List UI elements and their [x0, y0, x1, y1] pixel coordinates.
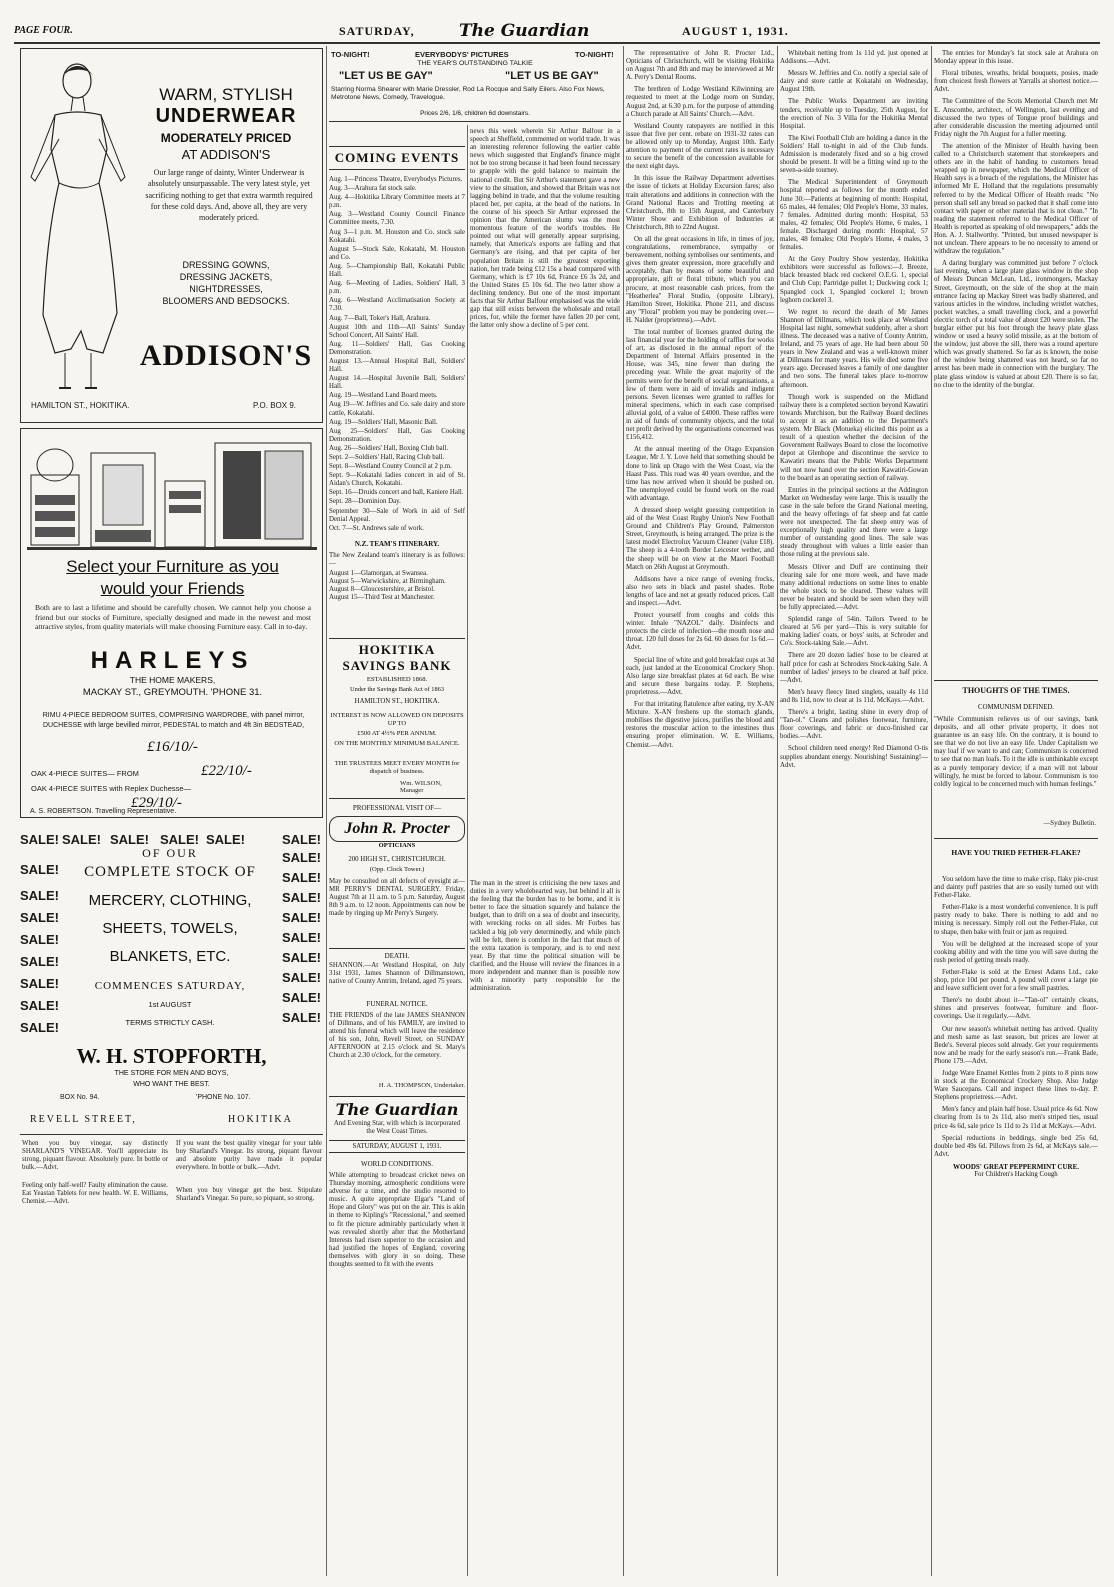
lady-illustration: [25, 53, 133, 398]
guardian-name: The Guardian: [335, 1100, 459, 1119]
sale-word: SALE!: [282, 832, 321, 847]
coming-event-item: Aug. 19—Westland Land Board meets.: [329, 392, 438, 400]
divider: [20, 1134, 323, 1135]
savings-bank-interest-1: INTEREST IS NOW ALLOWED ON DEPOSITS UP TO: [330, 712, 464, 727]
col5-paragraph: Though work is suspended on the Midland railway there is a completed section beyond Kawatiri towards Murchison, but the Railway Board declines to accept it as an addition to the Department's system. Mr Black (Motueka) elicited this point as a result of a question whether the decision of the Government Railways Board to close the locomotive depot at Glenhope and discontinue the service to Kawatiri means that the Public Works Department will not now hand over the section Kawatiri-Gowan to the board as an operating section of railway.: [780, 393, 928, 482]
stopforth-name: W. H. STOPFORTH,: [76, 1044, 267, 1068]
team-itinerary-body: The New Zealand team's itinerary is as follows:—: [329, 552, 465, 568]
sale-word: SALE!: [20, 832, 59, 847]
col5-paragraph: There's a bright, lasting shine in every drop of "Tan-ol." Cleans and polishes footwear, furniture, floor coverings, and fabric or duco-finished car bodies.—Advt.: [780, 709, 928, 741]
furniture-illustration: [27, 435, 317, 553]
col6-paragraph: Men's fancy and plain half hose. Usual price 4s 6d. Now clearing from 1s to 2s 11d, also men's striped ties, usual price 4s 6d, sale price 1s 11d to 2s 11d at McKays.—Advt.: [934, 1106, 1098, 1130]
coming-event-item: Sept. 8—Westland County Council at 2 p.m.: [329, 463, 452, 471]
col6-paragraph: You seldom have the time to make crisp, flaky pie-crust and dainty puff pastries that are so easily turned out with Fether-Flake.: [934, 876, 1098, 900]
divider: [934, 838, 1098, 839]
coming-event-item: Aug. 19—Soldiers' Hall, Masonic Ball.: [329, 418, 438, 426]
addisons-item: BLOOMERS AND BEDSOCKS.: [162, 296, 290, 306]
coming-event-item: August 13.—Annual Hospital Ball, Soldiers' Hall.: [329, 357, 465, 374]
pictures-cast: Starring Norma Shearer with Marie Dressler, Rod La Rocque and Sally Eilers. Also Fox News, Metrotone News, Comedy, Travelogue.: [331, 86, 605, 102]
harleys-oak-2: OAK 4-PIECE SUITES with Replex Duchesse—: [31, 784, 192, 793]
coming-event-item: Aug 25—Soldiers' Hall, Gas Cooking Demonstration.: [329, 427, 465, 443]
col3-story-a: news this week wherein Sir Arthur Balfour in a speech at Sheffield, commented on world trade. It was an interesting reference following the earlier cable news which suggested that England's finance might not be too strong because it had been found necessary to grapple with the gold balance to maintain the national credit. But Sir Arthur's statement gave a new view to the situation, and showed that Britain was not lagging behind in trade, and that the volume resulting placed her, per capita, at the head of the nations. In the course of his speech Sir Arthur expressed the opinion that the American slump was the most momentous feature of the world's troubles. He pointed out what will generally appear surprising, namely, that America's exports are falling and that Germany's are rising, and that per capita of her population Britain is still the greatest exporting nation, her trade being £12 15s a head compared with Germany, which is £7 10s 6d, France £6 3s 2d, and the United States £5 10s 6d. The two latter show a declining tendency. But one of the most important facts that Sir Arthur Balfour emphasised was the wide gap that still exists between the wholesale and retail prices, for, while the former have fallen 20 per cent, the latter only show a decline of 5 per cent.: [470, 128, 620, 330]
sale-word: SALE!: [282, 930, 321, 945]
pictures-title-left: "LET US BE GAY": [339, 70, 433, 82]
col-divider-1: [326, 46, 327, 1576]
col-divider-3: [623, 46, 624, 1576]
harleys-rimu: RIMU 4-PIECE BEDROOM SUITES, COMPRISING WARDROBE, with panel mirror, DUCHESSE with large bevilled mirror, PEDESTAL to match and 4ft 3in BEDSTEAD,: [42, 712, 305, 729]
masthead-rule: [14, 42, 1100, 44]
sale-word: SALE!: [110, 832, 149, 847]
col6-paragraph: A daring burglary was committed just before 7 o'clock last evening, when a large plate glass window in the shop of Messrs Duncan McLean, Ltd., ironmongers, Mackay Street, Greymouth, on the side of the shop at the main entrance facing up Mackay Street was badly shattered, and various articles in the window, including wristlet watches, pocket watches, a small travelling clock, and a powerful electric torch of a total value of about £20 were stolen. The burglar either put his foot through the heavy plate glass window or used a heavy solid missile, as at the bottom of the window, just above the sill, there was a round aperture which was greatly shattered. So far as is known, the noise of the window being shattered was not heard, so far no arrest has been made in connection with the burglary. The plate glass window is valued at about £20. There is so far, no clue to the identity of the burglar.: [934, 260, 1098, 389]
pictures-advert: [329, 50, 621, 122]
harleys-sub-1: THE HOME MAKERS,: [129, 675, 216, 685]
col6-paragraph: Our new season's whitebait netting has arrived. Quality and mesh same as last season, but prices are lower at Bede's. Several pieces sold already. Get your requirements now and be ready for the early season's run.—Frank Bade, Phone 179.—Advt.: [934, 1025, 1098, 1065]
addisons-heading-2: UNDERWEAR: [155, 105, 297, 127]
pictures-title-right: "LET US BE GAY": [505, 70, 599, 82]
coming-event-item: Aug. 6—Meeting of Ladies, Soldiers' Hall, 3 p.m.: [329, 280, 465, 296]
procter-body: May be consulted on all defects of eyesight at—MR PERRY'S DENTAL SURGERY. Friday, August 7th at 11 a.m. to 5 p.m. Saturday, August 8th 9 a.m. to 12 noon. Appointments can now be made by ringing up Mr Perry's Surgery.: [329, 878, 465, 918]
coming-event-item: Sept. 2—Soldiers' Hall, Racing Club ball.: [329, 454, 445, 461]
col4-paragraph: At the annual meeting of the Otago Expansion League, Mr J. Y. Love held that something should be done to link up Otago with the West Coast, via the Haast Pass. This road was 40 years overdue, and the time has now arrived when it should be pushed on. The unemployed could be found work on the road with advantage.: [626, 446, 774, 502]
col6-bottom: [934, 876, 1098, 1562]
team-fixture-item: August 1—Glamorgan, at Swansea.: [329, 570, 428, 577]
sale-word: SALE!: [282, 890, 321, 905]
harleys-name: HARLEYS: [90, 647, 255, 674]
pictures-name: EVERYBODYS' PICTURES: [415, 50, 509, 59]
savings-bank-name-1: HOKITIKA: [358, 642, 436, 657]
team-fixture-item: August 8—Gloucestershire, at Bristol.: [329, 586, 435, 594]
peppermint-heading: WOODS' GREAT PEPPERMINT CURE.: [952, 1162, 1079, 1171]
sale-word: SALE!: [282, 1010, 321, 1025]
death-heading: DEATH.: [384, 952, 410, 960]
sale-word: SALE!: [62, 832, 101, 847]
addisons-street: HAMILTON ST., HOKITIKA.: [31, 401, 130, 410]
col4-paragraph: The total number of licenses granted during the last financial year for the holding of raffles for works of art, as disclosed in the annual report of the Department of Internal Affairs presented in the House, was 345, nine fewer than during the preceding year. While the great majority of the permits were for the benefit of social organisations, a few of them were in aid of invalids and indigent persons. Seven licenses were granted to raffles for mineral specimens, which in each case comprised alluvial gold, of a value of £4000. These raffles were in aid of funds of community objects, and the total net profit derived by the organisations concerned was £156,412.: [626, 329, 774, 442]
stopforth-town: HOKITIKA: [228, 1114, 293, 1125]
procter-opticians: OPTICIANS: [378, 842, 416, 849]
coming-events-heading: COMING EVENTS: [329, 146, 465, 170]
procter-opp: (Opp. Clock Tower.): [369, 866, 425, 873]
death-body: SHANNON.—At Westland Hospital, on July 31st 1931, James Shannon of Dillmanstown, native of County Antrim, Ireland, aged 75 years.: [329, 962, 465, 986]
coming-event-item: Aug. 11—Soldiers' Hall, Gas Cooking Demonstration.: [329, 340, 465, 356]
stopforth-line-7: TERMS STRICTLY CASH.: [125, 1018, 215, 1027]
savings-bank-name-2: SAVINGS BANK: [342, 658, 452, 673]
funeral-body: THE FRIENDS of the late JAMES SHANNON of Dillmans, and of his FAMILY, are invited to attend his funeral which will leave the residence of his son, John, Revell Street, on SUNDAY AFTERNOON at 2.15 o'clock and St. Mary's Church at 2.30 o'clock, for the cemetery.: [329, 1012, 465, 1060]
world-conditions-heading: WORLD CONDITIONS.: [361, 1160, 433, 1168]
yeastan-ad: Feeling only half-well? Faulty elimination the cause. Eat Yeastan Tablets for new health. W. E. Williams, Chemist.—Advt.: [22, 1182, 168, 1206]
coming-event-item: Aug. 7—Ball, Toker's Hall, Arahura.: [329, 314, 431, 322]
pictures-prices: Prices 2/6, 1/6, children 6d downstairs.: [420, 110, 530, 117]
stopforth-phone: 'PHONE No. 107.: [196, 1094, 251, 1101]
sale-word: SALE!: [20, 976, 59, 991]
coming-event-item: August 14.—Hospital Juvenile Ball, Soldiers' Hall.: [329, 375, 465, 391]
divider: [329, 638, 465, 639]
peppermint-tagline: For Children's Hacking Cough: [974, 1171, 1058, 1178]
harleys-rep: A. S. ROBERTSON. Travelling Representative.: [30, 808, 177, 815]
col6-paragraph: Fether-Flake is sold at the Ernest Adams Ltd., cake shop, price 10d per pound. A pound will cover a large pie and leave sufficient over for a few small pastries.: [934, 968, 1098, 993]
col4-paragraph: For that irritating flatulence after eating, try X-AN Mixture. X-AN freshens up the stomach glands, mobilises the digestive juices, purifies the blood and restores the muscular action to the intestines thus ensuring proper elimination. W. E. Williams, Chemist.—Advt.: [626, 701, 774, 749]
addisons-item: DRESSING GOWNS,: [182, 260, 270, 270]
col6-paragraph: Floral tributes, wreaths, bridal bouquets, posies, made from choicest fresh flowers at Yarralls at shortest notice.—Advt.: [934, 70, 1098, 94]
col-divider-2: [467, 125, 468, 1576]
team-fixture-item: August 5—Warwickshire, at Birmingham.: [329, 578, 446, 586]
col3-story-b: The man in the street is criticising the new taxes and duties in a very wholehearted way, but behind it all is the feeling that the burden has to be borne, and it is better to face the situation squarely and balance the budget, than to drift on a sea of doubt and insecurity, with wrecking rocks on all sides. Mr Forbes has tackled a big job very determinedly, and while pinch will be felt, there is comfort in the fact that much of the extra taxation is temporary, and is to end next year. By that time the political situation will be clarified, and the House will review the finances in a more independent and manner than is possible now with a minority party responsible for the administration.: [470, 880, 620, 993]
col5-paragraph: Messrs Oliver and Duff are continuing their clearing sale for one more week, and have made many additional reductions on some lines to enable the whole stock to be cleared. These values will never be beaten and should be seen when they will be fully appreciated.—Advt.: [780, 563, 928, 611]
sale-word: SALE!: [282, 950, 321, 965]
savings-bank-act: Under the Savings Bank Act of 1863: [349, 686, 445, 693]
col6-paragraph: The Committee of the Scots Memorial Church met Mr E. Anscombe, architect, of Wellington, last evening and discussed the two types of Tongue proof buildings and after considerable discussion the meeting adjourned until Friday night the 7th August for a fuller meeting.: [934, 98, 1098, 138]
col5-story: [780, 50, 928, 1576]
funeral-heading: FUNERAL NOTICE.: [366, 1000, 428, 1008]
stopforth-line-5: COMMENCES SATURDAY,: [94, 980, 246, 992]
sale-word: SALE!: [282, 910, 321, 925]
coming-event-item: Aug 3—1 p.m. M. Houston and Co. stock sale Kokatahi.: [329, 228, 465, 244]
col6-paragraph: Judge Ware Enamel Kettles from 2 pints to 8 pints now in stock at the Economical Crockery Shop. Also Judge Ware Saucepans. Call and inspect these lines to-day. P. Stephens proprietress.—Advt.: [934, 1069, 1098, 1102]
coming-event-item: Aug. 6—Westland Acclimatisation Society at 7.30.: [329, 297, 465, 313]
coming-event-item: Aug 19—W. Jeffries and Co. sale dairy and store cattle, Kokatahi.: [329, 401, 465, 417]
vinegar-ad-1: When you buy vinegar, say distinctly SHARLAND'S VINEGAR. You'll appreciate its strong, piquant flavour. Absolutely pure. In bottle or bulk.—Advt.: [22, 1140, 168, 1172]
col5-paragraph: School children need energy! Red Diamond O-tis supplies abundant energy. Nourishing! Sustaining!—Advt.: [780, 745, 928, 769]
col5-paragraph: At the Grey Poultry Show yesterday, Hokitika exhibitors were successful as follows:—J. Breeze, black breasted black red cockerel O.E.G. 1, special and Club Cup; Partridge pullet 1; Duckwing cock 1; Spangled cock 1, Spangled cockerel 1; brown leghorn cockerel 3.: [780, 256, 928, 304]
divider: [329, 798, 465, 799]
stopforth-line-4: BLANKETS, ETC.: [109, 948, 231, 965]
addisons-advert: [20, 48, 323, 423]
col6-paragraph: The attention of the Minister of Health having been called to a Christchurch statement that storekeepers and others are in the habit of handing to customers bread wrapped up in newspaper, which the Medical Officer of Health says is a breach of the regulations, the Minister has informed Mr E. Holland that the regulations presumably referred to by the Medical Officer of Health reads: "No person shall sell any bread so packed that it shall come into contact with paper or other material that is not clean." "In reading the statement referred to the Medical Officer of Health is reported as speaking of old newspapers," adds the Hon. A. J. Stallworthy. "Printed, but unused newspaper is not unclean. There appears to be no necessity to amend or withdraw the regulation.": [934, 142, 1098, 256]
fetherflake-heading: HAVE YOU TRIED FETHER-FLAKE?: [951, 848, 1081, 857]
savings-bank-trustees: THE TRUSTEES MEET EVERY MONTH for dispatch of business.: [334, 760, 460, 775]
col6-paragraph: The entries for Monday's fat stock sale at Arahura on Monday appear in this issue.: [934, 50, 1098, 66]
sale-word: SALE!: [20, 932, 59, 947]
sale-word: SALE!: [20, 910, 59, 925]
page-number: PAGE FOUR.: [14, 25, 73, 36]
savings-bank-address: HAMILTON ST., HOKITIKA.: [354, 698, 440, 705]
pictures-tonight-left: TO-NIGHT!: [331, 50, 370, 59]
stopforth-line-1: COMPLETE STOCK OF: [84, 864, 256, 880]
harleys-price-2: £22/10/-: [201, 763, 252, 779]
coming-event-item: Sept. 9—Kokatahi ladies concert in aid of St. Aidan's Church, Kokatahi.: [329, 472, 465, 488]
world-conditions-body: While attempting to broadcast cricket news on Thursday morning, atmospheric conditions were adverse for a time, and the studio resorted to music. A quite appropriate Elgar's "Land of Hope and Glory" was put on the air. This is akin in theme to Kipling's "Recessional," and seemed to fit the picture admirably particularly when it was revealed shortly after that the Motherland Interests had risen superior to the occasion and had justified the hopes of England, covering themselves with glory in so doing. These thoughts seemed to fit with the events: [329, 1172, 465, 1269]
addisons-item: NIGHTDRESSES,: [189, 284, 263, 294]
sale-word: SALE!: [160, 832, 199, 847]
coming-event-item: Sept. 28—Dominion Day.: [329, 498, 401, 506]
col4-paragraph: Protect yourself from coughs and colds this winter. Inhale "NAZOL" daily. Disinfects and protects the circle of infection—the mouth nose and throat. 120 full doses for 2s 6d. 60 doses for 1s 6d.—Advt.: [626, 612, 774, 652]
coming-event-item: Oct. 7—St. Andrews sale of work.: [329, 524, 424, 532]
harleys-headline-2: would your Friends: [100, 579, 245, 598]
masthead-date: AUGUST 1, 1931.: [682, 24, 789, 38]
harleys-body: Both are to last a lifetime and should be carefully chosen. We cannot help you choose a friend but our stocks of Furniture, specially designed and made in the newest and most attractive styles, from quality materials will make choosing Furniture easy. Call in to-day.: [35, 603, 311, 632]
col5-paragraph: The Medical Superintendent of Greymouth hospital reported as follows for the month ended June 30:—Patients at beginning of month: Hospital, 65 males, 44 females; Old People's Home, 33 males, 7 females. Admitted during month: Hospital, 53 males, 42 females; Old People's Home, 6 males, 1 female. Discharged during month: Hospital, 57 males, 48 females; Old People's Home, 4 males, 3 females.: [780, 179, 928, 252]
sale-word: SALE!: [282, 970, 321, 985]
stopforth-street: REVELL STREET,: [30, 1114, 137, 1125]
col6-paragraph: Fether-Flake is a most wonderful convenience. It is puff pastry ready to bake. There is nothing to add and no mixing is necessary. Simply roll out the Fether-Flake, cut to shape, then bake with fruit or jam as required.: [934, 904, 1098, 936]
addisons-body: Our large range of dainty, Winter Underwear is absolutely unsurpassable. The very latest style, yet sacrificing nothing to get that extra warmth required for these cold days. And, above all, they are very moderately priced.: [145, 168, 313, 223]
savings-bank-manager: Wm. WILSON, Manager: [400, 780, 442, 794]
coming-event-item: Aug. 3—Westland County Council Finance Committee meets, 7.30.: [329, 211, 465, 227]
masthead-title: The Guardian: [459, 21, 590, 41]
sale-word: SALE!: [20, 998, 59, 1013]
stopforth-line-2: MERCERY, CLOTHING,: [88, 892, 252, 909]
col5-paragraph: Messrs W. Jeffries and Co. notify a special sale of dairy and store cattle at Kokatahi on Wednesday, August 19th.: [780, 70, 928, 94]
coming-event-item: September 30—Sale of Work in aid of Self Denial Appeal.: [329, 507, 465, 523]
addisons-items: [133, 259, 319, 307]
harleys-sub-2: MACKAY ST., GREYMOUTH. 'PHONE 31.: [82, 687, 263, 698]
harleys-advert: [20, 428, 323, 818]
harleys-oak-1: OAK 4-PIECE SUITES— FROM: [31, 769, 139, 778]
coming-event-item: Aug. 3—Arahura fat stock sale.: [329, 185, 417, 193]
col5-paragraph: There are 20 dozen ladies' hose to be cleared at half price for cash at Schroders Stock-taking Sale. A number of ladies' jerseys to be cleared at half price.—Advt.: [780, 652, 928, 684]
thoughts-heading: THOUGHTS OF THE TIMES.: [962, 686, 1070, 695]
pictures-tonight-right: TO-NIGHT!: [575, 50, 614, 59]
coming-events-list: [329, 176, 465, 638]
harleys-headline-1: Select your Furniture as you: [66, 557, 279, 576]
stopforth-advert: [20, 832, 323, 1097]
harleys-price-1: £16/10/-: [147, 739, 198, 755]
sale-word: SALE!: [206, 832, 245, 847]
communism-sign: —Sydney Bulletin.: [1043, 820, 1096, 827]
addisons-heading-1: WARM, STYLISH: [159, 85, 293, 104]
addisons-heading-3: MODERATELY PRICED: [160, 131, 292, 145]
stopforth-of-our: OF OUR: [142, 846, 198, 860]
stopforth-line-3: SHEETS, TOWELS,: [102, 920, 238, 937]
stopforth-sub-2: WHO WANT THE BEST.: [133, 1081, 210, 1088]
col5-paragraph: Entries in the principal sections at the Addington Market on Wednesday were large. This is usually the case in the sale before the Grand National meeting, and the heavy offerings of fat sheep and fat cattle were not unexpected. The fat sheep entry was of exceptionally high quality and there were a large number of outstanding good lines. The sale was steady throughout with values a little easier than those ruling at the previous sale.: [780, 486, 928, 559]
col4-paragraph: The representative of John R. Procter Ltd., Opticians of Christchurch, will be visiting Hokitika on August 7th and 8th and may be interviewed at Mr A. Perry's Dental Rooms.: [626, 50, 774, 82]
communism-body: "While Communism relieves us of our savings, bank deposits, and all other private property, it does not guarantee us an easy life. On the contrary, it is bound to see that we do not live an easy life. Under Capitalism we may loaf if we want to and can; Communism is concerned to see that no man loafs. To it the idle is unthinkable except as a purely temporary device; if a man will not labour willingly, he must be forced to labour. Communism is too coldly logical to be concerned much with human feelings.": [934, 716, 1098, 788]
divider: [329, 1096, 465, 1097]
guardian-date: SATURDAY, AUGUST 1, 1931.: [329, 1140, 465, 1153]
savings-bank-interest-2: £500 AT 4½% PER ANNUM.: [357, 730, 437, 737]
col4-paragraph: Special line of white and gold breakfast cups at 3d each, just landed at the Economical Crockery Shop. Also large size breakfast plates at 6d each. Be wise and secure these bargains today. P. Stephens, proprietress.—Advt.: [626, 656, 774, 696]
communism-heading: COMMUNISM DEFINED.: [978, 704, 1054, 711]
col5-paragraph: Whitebait netting from 1s 11d yd. just opened at Addisons.—Advt.: [780, 50, 928, 66]
col6-paragraph: There's no doubt about it—"Tan-ol" certainly cleans, shines and preserves footwear, furniture and floor-coverings. Use it regularly.—Advt.: [934, 997, 1098, 1021]
addisons-pobox: P.O. BOX 9.: [253, 401, 296, 410]
stopforth-line-6: 1st AUGUST: [148, 1000, 192, 1009]
col6-top: [934, 50, 1098, 680]
vinegar-ad-2: If you want the best quality vinegar for your table buy Sharland's Vinegar. Its strong, piquant flavour and absolute purity have made it popular everywhere. In bottle or bulk.—Advt.: [176, 1140, 322, 1172]
col-divider-4: [777, 46, 778, 1576]
col4-paragraph: Addisons have a nice range of evening frocks, also two sets in black and pastel shades. Robe lengths of lace and net at greatly reduced prices. Call and inspect.—Advt.: [626, 575, 774, 607]
procter-logo: John R. Procter: [329, 816, 465, 842]
sale-word: SALE!: [20, 1020, 59, 1035]
sale-word: SALE!: [20, 862, 59, 877]
team-itinerary-heading: N.Z. TEAM'S ITINERARY.: [354, 540, 440, 548]
divider: [934, 680, 1098, 681]
stopforth-sub-1: THE STORE FOR MEN AND BOYS,: [114, 1070, 229, 1077]
guardian-body: And Evening Star, with which is incorporated the West Coast Times.: [333, 1120, 461, 1136]
col4-paragraph: On all the great occasions in life, in times of joy, congratulations, remembrance, sympathy or bereavement, nothing symbolises our sentiments, and gives them greater expression, more gracefully and acceptably, than by means of some beautiful and appropriate, gift or floral tribute, which you can procure, at most reasonable cash prices, from the "Heatherlea" Floral Studio, (opposite Library), Hamilton Street, Hokitika. Phone 211, and discuss any "Floral" problem you may be pondering over.—H. Nalder (proprietress).—Advt.: [626, 235, 774, 324]
col4-paragraph: A dressed sheep weight guessing competition in aid of the West Coast Rugby Union's New Football Ground and Children's Play Ground, Palmerston Street, Greymouth, is being arranged. The prize is the latest model Electrolux Vacuum Cleaner (value £18). The sheep is a 4-tooth Border Leicester wether, and the sheep will be on view at the Maori Football Match on 26th August at Greymouth.: [626, 506, 774, 571]
coming-event-item: Sept. 16—Druids concert and ball, Kaniere Hall.: [329, 489, 464, 497]
col5-paragraph: The Public Works Department are inviting tenders, receivable up to Tuesday, 25th August, for the erection of No. 3 Villa for the Hokitika Mental Hospital.: [780, 98, 928, 130]
procter-heading: PROFESSIONAL VISIT OF—: [352, 804, 442, 812]
coming-event-item: Aug. 4—Hokitika Library Committee meets at 7 p.m.: [329, 194, 465, 210]
sale-word: SALE!: [20, 888, 59, 903]
stopforth-box: BOX No. 94.: [60, 1094, 100, 1101]
team-itinerary-list: [329, 570, 465, 602]
addisons-item: DRESSING JACKETS,: [179, 272, 273, 282]
savings-bank-est: ESTABLISHED 1868.: [366, 676, 428, 683]
col5-paragraph: We regret to record the death of Mr James Shannon of Dillmans, which took place at Westland Hospital last night, somewhat suddenly, after a short illness. The deceased was a native of County Antrim, Ireland, and 75 years of age. He had been about 50 years in New Zealand and was a well-known miner at Dillmans for many years. His wife died some five years ago. Deceased leaves a family of one daughter and two sons. The funeral takes place to-morrow afternoon.: [780, 308, 928, 389]
harleys-price-3: £29/10/-: [131, 795, 182, 811]
vinegar-ad-3: When you buy vinegar get the best. Stipulate Sharland's Vinegar. So pure, so piquant, so strong.: [176, 1187, 322, 1203]
sale-word: SALE!: [282, 870, 321, 885]
savings-bank-interest-3: ON THE MONTHLY MINIMUM BALANCE.: [334, 740, 460, 747]
col5-paragraph: The Kiwi Football Club are holding a dance in the Soldiers' Hall to-night in aid of the Club funds. Admission is moderately fixed and so a big crowd should be present. It will be a fitting wind up to the seven-a-side tourney.: [780, 134, 928, 175]
col4-paragraph: The brethren of Lodge Westland Kilwinning are requested to meet at the Lodge room on Sunday, August 2nd, at 6.30 p.m. for the purpose of attending a Church parade at All Saints' Church.—Advt.: [626, 86, 774, 118]
coming-event-item: August 10th and 11th—All Saints' Sunday School Concert, All Saints' Hall.: [329, 323, 465, 339]
procter-address: 200 HIGH ST., CHRISTCHURCH.: [348, 856, 446, 863]
col6-paragraph: Special reductions in beddings, single bed 25s 6d, double bed 49s 6d. Pillows from 2s 6d, at McKays sale.—Advt.: [934, 1134, 1098, 1158]
funeral-sign: H. A. THOMPSON, Undertaker.: [378, 1082, 465, 1089]
coming-event-item: Aug. 26—Soldiers' Hall, Boxing Club ball.: [329, 444, 449, 452]
addisons-heading-4: AT ADDISON'S: [181, 147, 271, 162]
col4-paragraph: Westland County ratepayers are notified in this issue that five per cent. rebate on 1931-32 rates can be allowed only up to Monday, August 10th. Early attention to payment of the current rates is necessary to secure the benefit of the concession available for the next eight days.: [626, 122, 774, 171]
col4-paragraph: In this issue the Railway Department advertises the issue of tickets at Holiday Excursion fares; also train alterations and additions in connection with the Grand National Races and Trotting meeting at Christchurch, 8th to 15th August, and Canterbury Winter Show and Exhibition of Industries at Christchurch, 8th to 22nd August.: [626, 175, 774, 231]
coming-event-item: Aug. 5—Championship Ball, Kokatahi Public Hall.: [329, 262, 465, 279]
col4-story: [626, 50, 774, 1576]
masthead-day: SATURDAY,: [339, 24, 415, 38]
coming-event-item: August 5—Stock Sale, Kokatahi, M. Houston and Co.: [329, 245, 465, 261]
sale-word: SALE!: [20, 954, 59, 969]
masthead: [14, 22, 1100, 42]
team-fixture-item: August 15—Third Test at Manchester.: [329, 594, 435, 602]
divider: [329, 948, 465, 949]
pictures-sub: THE YEAR'S OUTSTANDING TALKIE: [417, 60, 533, 67]
coming-event-item: Aug. 1—Princess Theatre, Everybodys Pictures.: [329, 176, 463, 183]
col6-paragraph: You will be delighted at the increased scope of your cooking ability and with the time you will save during the rush period of getting meals ready.: [934, 940, 1098, 964]
sale-word: SALE!: [282, 850, 321, 865]
col5-paragraph: Men's heavy fleecy lined singlets, usually 4s 11d and 8s 11d, now to clear at 1s 11d. McKays.—Advt.: [780, 688, 928, 704]
sale-word: SALE!: [282, 990, 321, 1005]
addisons-name: ADDISON'S: [139, 339, 313, 372]
col5-paragraph: Splendid range of 54in. Tailors Tweed to be cleared at 5/6 per yard—This is very suitable for making ladies' coats, or boys' suits, at Schroder and Co's. Stock-taking Sale.—Advt.: [780, 616, 928, 648]
col-divider-5: [931, 46, 932, 1576]
